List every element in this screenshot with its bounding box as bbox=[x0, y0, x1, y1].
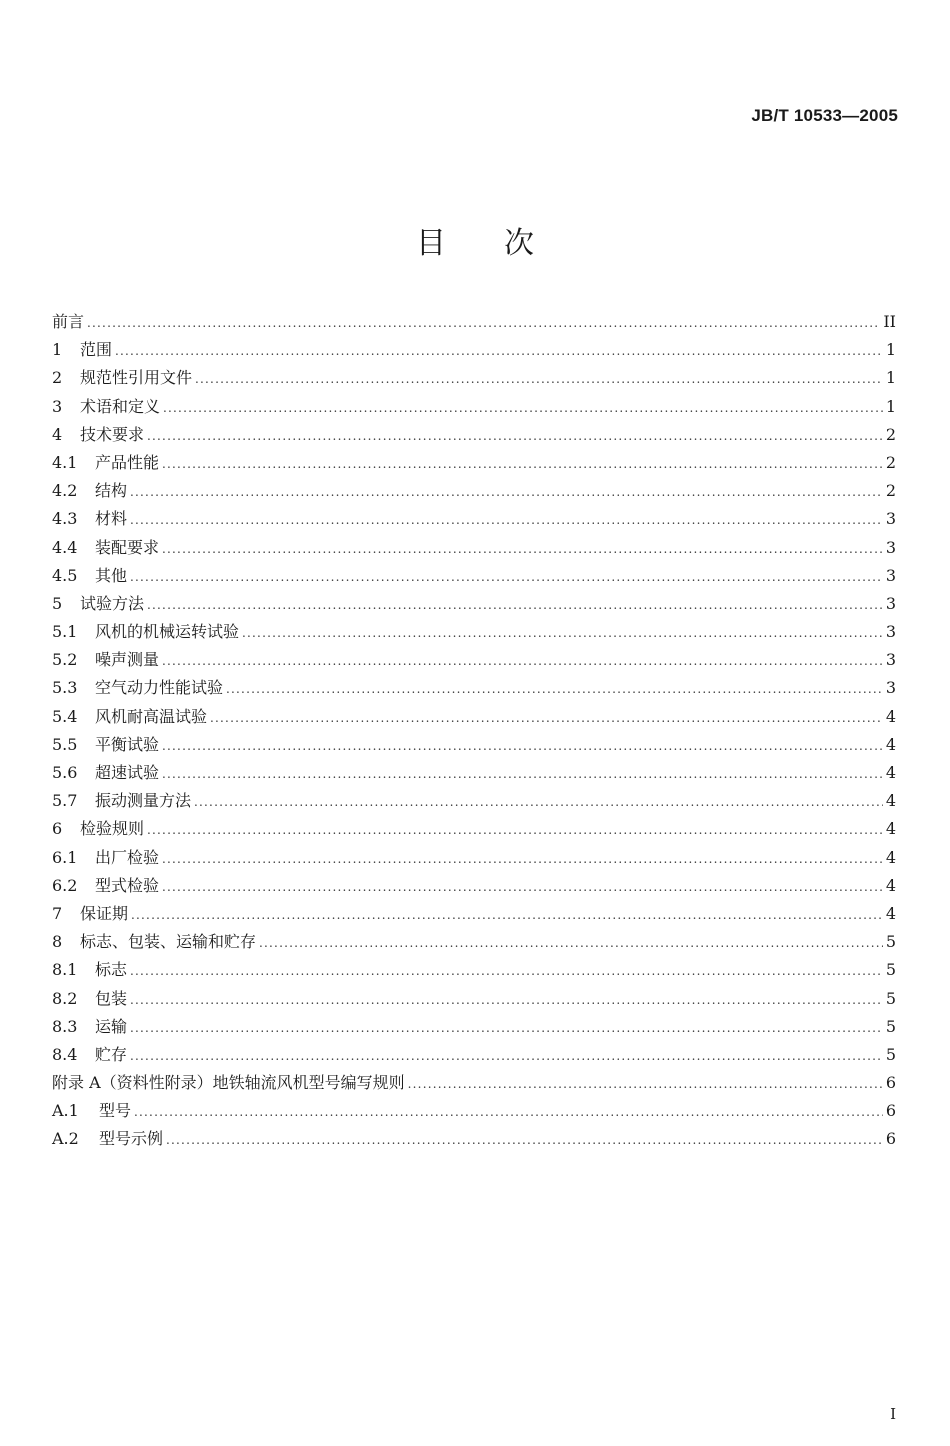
toc-entry-label: 产品性能 bbox=[95, 452, 160, 472]
toc-entry-page: 4 bbox=[885, 791, 896, 811]
toc-dot-leader bbox=[134, 1098, 883, 1126]
toc-entry-label: 结构 bbox=[95, 481, 128, 501]
toc-entry-page: 1 bbox=[885, 396, 896, 416]
toc-entry-number: 4.3 bbox=[52, 509, 78, 529]
toc-dot-leader bbox=[130, 1042, 883, 1070]
toc-entry-number: 8.3 bbox=[52, 1016, 78, 1036]
toc-entry[interactable] bbox=[52, 815, 896, 843]
toc-entry[interactable] bbox=[52, 364, 896, 392]
toc-entry[interactable] bbox=[52, 1097, 896, 1125]
toc-dot-leader bbox=[162, 450, 883, 478]
toc-dot-leader bbox=[130, 1014, 883, 1042]
toc-dot-leader bbox=[130, 986, 883, 1014]
toc-entry-page: 3 bbox=[885, 537, 896, 557]
toc-dot-leader bbox=[162, 647, 883, 675]
toc-entry-page: 2 bbox=[885, 424, 896, 444]
toc-entry-page: 1 bbox=[885, 368, 896, 388]
toc-entry-page: 4 bbox=[885, 903, 896, 923]
toc-entry-label: 材料 bbox=[95, 509, 128, 529]
toc-dot-leader bbox=[162, 873, 883, 901]
toc-entry-label: 技术要求 bbox=[80, 424, 145, 444]
toc-entry-page: 4 bbox=[885, 734, 896, 754]
toc-entry-number: 8 bbox=[52, 932, 63, 952]
toc-dot-leader bbox=[195, 365, 883, 393]
toc-entry-number: A.1 bbox=[52, 1101, 79, 1121]
toc-entry-page: 4 bbox=[885, 875, 896, 895]
toc-dot-leader bbox=[210, 704, 883, 732]
toc-entry[interactable] bbox=[52, 1013, 896, 1041]
toc-entry-page: II bbox=[883, 312, 896, 331]
toc-entry-number: 5.2 bbox=[52, 650, 78, 670]
toc-entry-label: 空气动力性能试验 bbox=[95, 678, 224, 698]
toc-entry[interactable] bbox=[52, 336, 896, 364]
toc-entry-label: 风机耐高温试验 bbox=[95, 706, 208, 726]
toc-entry-number: 5 bbox=[52, 593, 63, 613]
toc-entry-number: 4.4 bbox=[52, 537, 78, 557]
toc-dot-leader bbox=[166, 1126, 883, 1154]
toc-dot-leader bbox=[162, 845, 883, 873]
toc-entry-label: 试验方法 bbox=[80, 593, 145, 613]
toc-dot-leader bbox=[162, 732, 883, 760]
toc-entry-label: 超速试验 bbox=[95, 763, 160, 782]
toc-entry-label: 振动测量方法 bbox=[95, 791, 192, 811]
toc-entry-label: 装配要求 bbox=[95, 537, 160, 557]
toc-entry[interactable] bbox=[52, 618, 896, 646]
toc-entry-number: 5.7 bbox=[52, 791, 78, 811]
toc-entry-page: 4 bbox=[885, 819, 896, 839]
toc-entry-number: 4.5 bbox=[52, 565, 78, 585]
toc-dot-leader bbox=[147, 816, 883, 844]
toc-entry-number: 5.1 bbox=[52, 622, 78, 642]
toc-entry-page: 3 bbox=[885, 565, 896, 585]
toc-entry-page: 3 bbox=[885, 678, 896, 698]
toc-dot-leader bbox=[147, 422, 883, 450]
toc-dot-leader bbox=[162, 535, 883, 563]
toc-entry-label: 出厂检验 bbox=[95, 847, 160, 867]
toc-entry-number: 6.2 bbox=[52, 875, 78, 895]
toc-entry-label: 附录 A（资料性附录）地铁轴流风机型号编写规则 bbox=[52, 1073, 405, 1093]
toc-entry-number: 8.2 bbox=[52, 988, 78, 1008]
toc-entry-label: 规范性引用文件 bbox=[80, 368, 193, 388]
toc-entry-label: 贮存 bbox=[95, 1044, 128, 1064]
toc-entry-label: 术语和定义 bbox=[80, 396, 161, 416]
toc-dot-leader bbox=[408, 1070, 883, 1098]
toc-dot-leader bbox=[130, 478, 883, 506]
toc-entry-number: 7 bbox=[52, 903, 63, 923]
toc-entry-page: 3 bbox=[885, 593, 896, 613]
toc-entry[interactable] bbox=[52, 646, 896, 674]
toc-entry-page: 5 bbox=[885, 960, 896, 980]
toc-entry-label: 检验规则 bbox=[80, 819, 145, 839]
toc-entry-number: 8.4 bbox=[52, 1044, 78, 1064]
toc-entry-page: 1 bbox=[885, 340, 896, 360]
toc-dot-leader bbox=[162, 760, 883, 788]
toc-entry-label: 前言 bbox=[52, 312, 85, 331]
toc-dot-leader bbox=[131, 901, 883, 929]
toc-dot-leader bbox=[115, 337, 883, 365]
toc-entry-label: 型式检验 bbox=[95, 875, 160, 895]
toc-entry-page: 4 bbox=[885, 763, 896, 782]
toc-dot-leader bbox=[147, 591, 883, 619]
toc-dot-leader bbox=[130, 506, 883, 534]
toc-entry-page: 5 bbox=[885, 1016, 896, 1036]
toc-entry[interactable] bbox=[52, 731, 896, 759]
page-title: 目次 bbox=[416, 226, 592, 261]
toc-entry-page: 5 bbox=[885, 988, 896, 1008]
toc-entry-page: 5 bbox=[885, 932, 896, 952]
toc-dot-leader bbox=[130, 957, 883, 985]
page-number: I bbox=[890, 1405, 896, 1423]
toc-entry-number: 5.4 bbox=[52, 706, 78, 726]
toc-entry-page: 5 bbox=[885, 1044, 896, 1064]
toc-entry-label: 型号示例 bbox=[99, 1129, 164, 1149]
toc-entry-page: 2 bbox=[885, 452, 896, 472]
toc-dot-leader bbox=[130, 563, 883, 591]
toc-entry[interactable] bbox=[52, 674, 896, 702]
toc-entry[interactable] bbox=[52, 449, 896, 477]
toc-entry[interactable] bbox=[52, 787, 896, 815]
toc-entry[interactable] bbox=[52, 308, 896, 336]
toc-entry-label: 型号 bbox=[99, 1101, 132, 1121]
toc-entry-number: A.2 bbox=[52, 1129, 79, 1149]
toc-entry[interactable] bbox=[52, 590, 896, 618]
toc-entry-number: 4 bbox=[52, 424, 63, 444]
toc-entry-label: 保证期 bbox=[80, 903, 129, 923]
toc-entry-label: 标志、包装、运输和贮存 bbox=[80, 932, 257, 952]
toc-entry-number: 5.3 bbox=[52, 678, 78, 698]
toc-entry[interactable] bbox=[52, 844, 896, 872]
toc-entry[interactable] bbox=[52, 872, 896, 900]
toc-entry-number: 6 bbox=[52, 819, 63, 839]
toc-dot-leader bbox=[242, 619, 883, 647]
toc-entry[interactable] bbox=[52, 1069, 896, 1097]
toc-entry-number: 8.1 bbox=[52, 960, 78, 980]
toc-entry-page: 4 bbox=[885, 706, 896, 726]
toc-entry-label: 平衡试验 bbox=[95, 734, 160, 754]
toc-entry-page: 6 bbox=[885, 1073, 896, 1093]
toc-entry[interactable] bbox=[52, 421, 896, 449]
toc-dot-leader bbox=[226, 675, 883, 703]
toc-entry-label: 噪声测量 bbox=[95, 650, 160, 670]
toc-entry[interactable] bbox=[52, 900, 896, 928]
toc-entry[interactable] bbox=[52, 956, 896, 984]
toc-dot-leader bbox=[87, 309, 880, 337]
toc-entry-page: 6 bbox=[885, 1101, 896, 1121]
toc-entry[interactable] bbox=[52, 759, 896, 787]
toc-entry[interactable] bbox=[52, 703, 896, 731]
toc-entry-label: 其他 bbox=[95, 565, 128, 585]
toc-entry-number: 3 bbox=[52, 396, 63, 416]
toc-entry-number: 4.1 bbox=[52, 452, 78, 472]
standard-code: JB/T 10533—2005 bbox=[751, 106, 898, 125]
toc-dot-leader bbox=[194, 788, 883, 816]
toc-entry-number: 5.6 bbox=[52, 763, 78, 782]
toc-entry-page: 3 bbox=[885, 650, 896, 670]
toc-entry-number: 6.1 bbox=[52, 847, 78, 867]
table-of-contents bbox=[52, 308, 896, 1154]
toc-entry[interactable] bbox=[52, 928, 896, 956]
toc-entry-number: 2 bbox=[52, 368, 63, 388]
toc-entry[interactable] bbox=[52, 562, 896, 590]
toc-entry[interactable] bbox=[52, 393, 896, 421]
toc-entry-page: 3 bbox=[885, 622, 896, 642]
toc-entry-label: 运输 bbox=[95, 1016, 128, 1036]
toc-entry-number: 1 bbox=[52, 340, 63, 360]
toc-entry-page: 6 bbox=[885, 1129, 896, 1149]
toc-entry-number: 4.2 bbox=[52, 481, 78, 501]
toc-entry-page: 2 bbox=[885, 481, 896, 501]
toc-entry-page: 4 bbox=[885, 847, 896, 867]
toc-entry[interactable] bbox=[52, 985, 896, 1013]
toc-dot-leader bbox=[259, 929, 883, 957]
toc-entry-page: 3 bbox=[885, 509, 896, 529]
toc-entry[interactable] bbox=[52, 1041, 896, 1069]
toc-entry[interactable] bbox=[52, 505, 896, 533]
toc-dot-leader bbox=[163, 394, 883, 422]
toc-entry[interactable] bbox=[52, 1125, 896, 1153]
toc-entry-label: 范围 bbox=[80, 340, 113, 360]
toc-entry[interactable] bbox=[52, 534, 896, 562]
toc-entry[interactable] bbox=[52, 477, 896, 505]
toc-entry-number: 5.5 bbox=[52, 734, 78, 754]
toc-entry-label: 包装 bbox=[95, 988, 128, 1008]
toc-entry-label: 风机的机械运转试验 bbox=[95, 622, 240, 642]
toc-entry-label: 标志 bbox=[95, 960, 128, 980]
